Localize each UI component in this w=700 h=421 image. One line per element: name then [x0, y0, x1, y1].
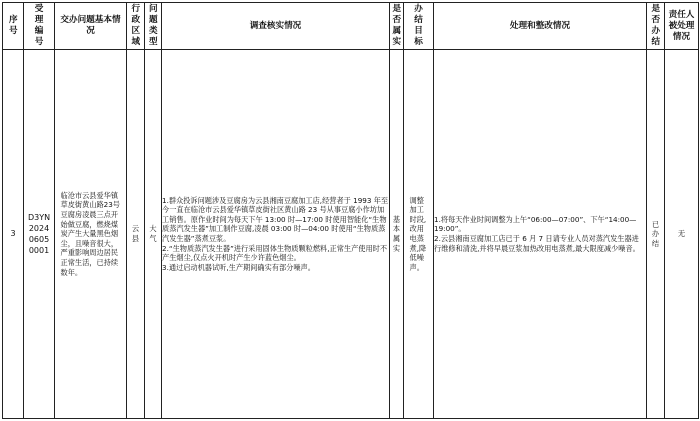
handling-point-2: 2.云县湘南豆腐加工店已于 6 月 7 日请专业人员对蒸汽发生器进行维修和清洗,并将早晨豆浆加热改用电蒸煮,最大限度减少噪音。 [434, 234, 640, 253]
header-accountability: 责任人被处理情况 [665, 3, 699, 50]
header-type: 问题类型 [145, 3, 162, 50]
header-investigation: 调查核实情况 [162, 3, 390, 50]
header-verified: 是否属实 [390, 3, 404, 50]
header-district: 行政区域 [127, 3, 145, 50]
header-closed: 是否办结 [647, 3, 665, 50]
handling-point-1: 1.将每天作业时间调整为上午“06:00—07:00”、下午“14:00—19:00”。 [434, 214, 637, 234]
cell-district: 云县 [127, 50, 145, 419]
cell-target: 调整加工时段,改用电蒸煮,降低噪声。 [404, 50, 434, 419]
cell-accountability: 无 [665, 50, 699, 419]
cell-case-no: D3YN202406050001 [24, 50, 55, 419]
cell-handling [434, 50, 647, 419]
cell-seq: 3 [3, 50, 24, 419]
header-case-no: 受理编号 [24, 3, 55, 50]
investigation-point-2: 2.“生物质蒸汽发生器”进行采用固体生物质颗粒燃料,正常生产使用时不产生烟尘,仅点火开机时产生少许蓝色烟尘。 [162, 243, 388, 263]
header-seq: 序号 [3, 3, 24, 50]
case-table [2, 2, 699, 419]
cell-closed: 已办结 [647, 50, 665, 419]
header-handling: 处理和整改情况 [434, 3, 647, 50]
header-target: 办结目标 [404, 3, 434, 50]
investigation-point-1: 1.群众投诉问题涉及豆腐房为云县湘南豆腐加工店,经营者于 1993 年至今一直在临沧市云县爱华镇草皮街社区黄山路 23 号从事豆腐小作坊加工销售。原作业时间为每天下午 13:00 时—17:00 时使用智能化“生物质蒸汽发生器”加工制作豆腐,凌晨 03:00 时—04:00 时使用“生物质蒸汽发生器”蒸煮豆浆。 [162, 195, 389, 243]
header-row [3, 3, 699, 50]
cell-type: 大气 [145, 50, 162, 419]
table-row [3, 50, 699, 419]
header-issue: 交办问题基本情况 [55, 3, 127, 50]
cell-verified: 基本属实 [390, 50, 404, 419]
cell-issue: 临沧市云县爱华镇草皮街黄山路23号豆腐房凌晨三点开始做豆腐，燃烧煤炭产生大量黑色烟尘，且噪音很大，严重影响周边居民正常生活，已持续数年。 [55, 50, 127, 419]
cell-investigation [162, 50, 390, 419]
investigation-point-3: 3.通过启动机器试听,生产期间确实有部分噪声。 [162, 262, 315, 272]
